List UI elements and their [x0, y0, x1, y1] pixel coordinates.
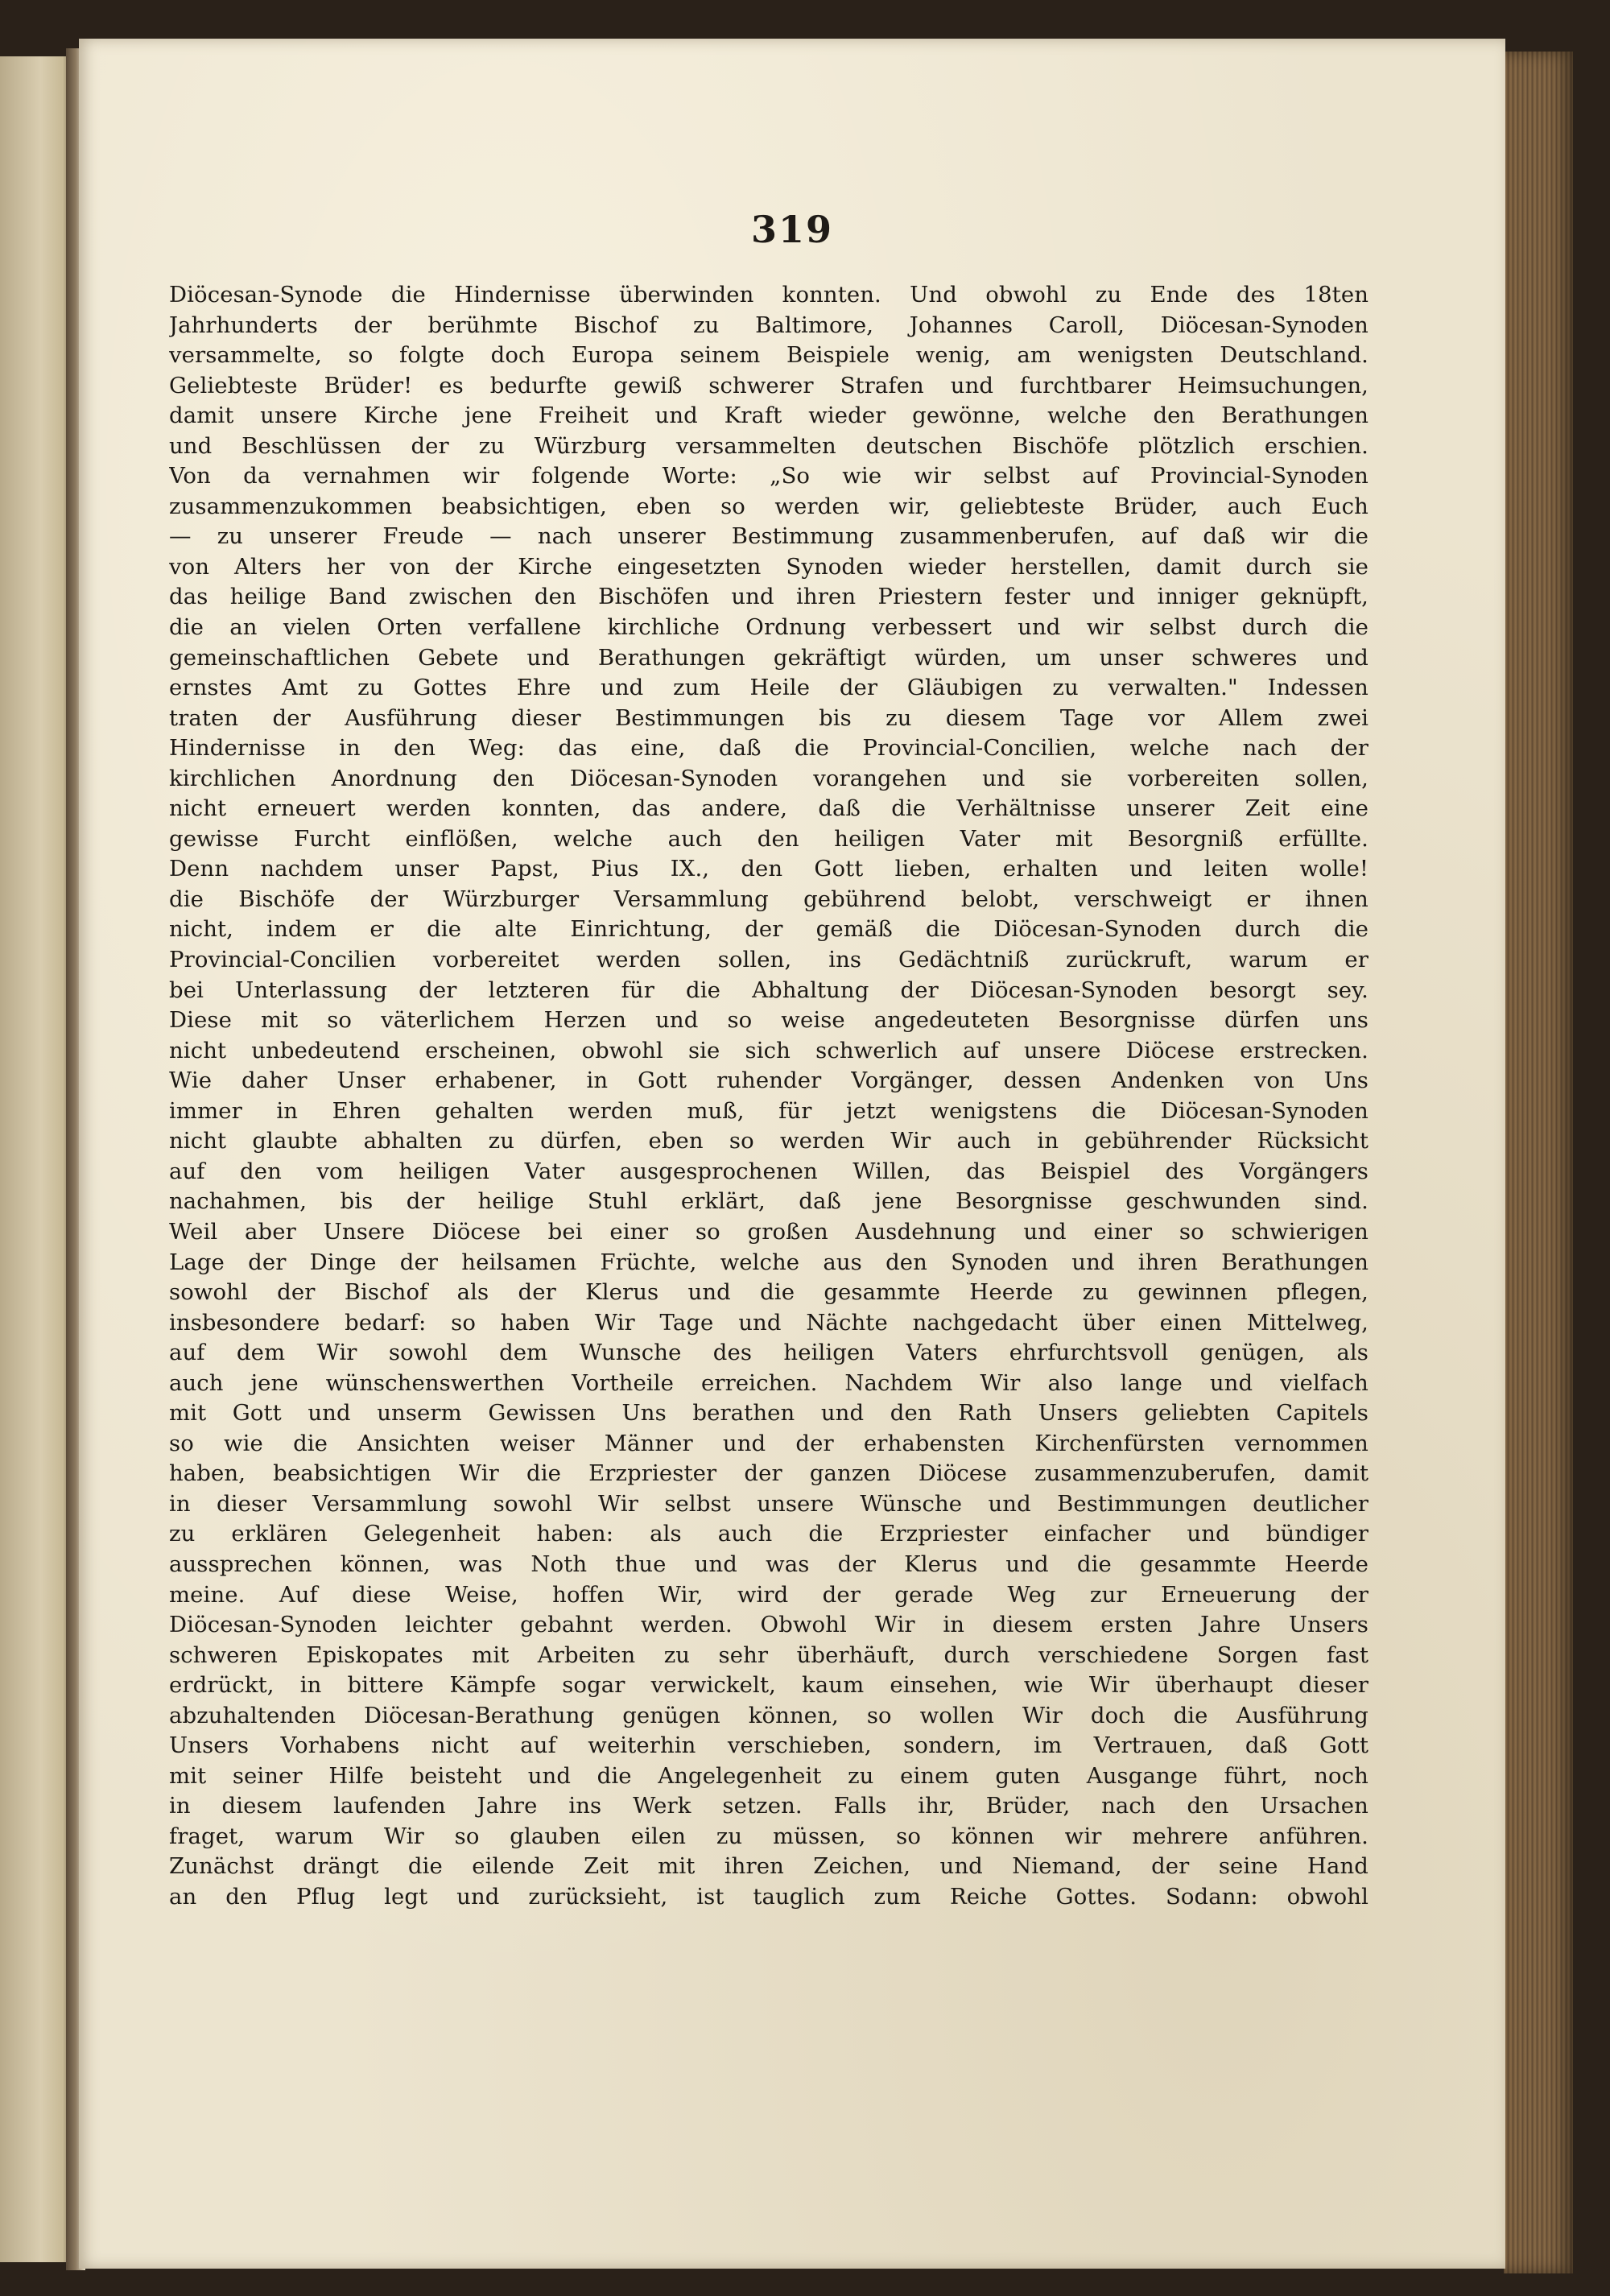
text-line: und Beschlüssen der zu Würzburg versammelten deutschen Bischöfe plötzlich erschien.	[169, 432, 1368, 459]
body-text	[169, 280, 1368, 1913]
book-page	[79, 39, 1505, 2269]
left-page-edge	[0, 56, 74, 2262]
text-line: nachahmen, bis der heilige Stuhl erklärt, daß jene Besorgnisse geschwunden sind.	[169, 1188, 1368, 1215]
text-line: mit Gott und unserm Gewissen Uns berathen und den Rath Unsers geliebten Capitels	[169, 1400, 1368, 1427]
text-line: das heilige Band zwischen den Bischöfen und ihren Priestern fester und inniger geknüpft,	[169, 584, 1368, 610]
text-line: gewisse Furcht einflößen, welche auch den heiligen Vater mit Besorgniß erfüllte.	[169, 825, 1368, 852]
text-line: die Bischöfe der Würzburger Versammlung gebührend belobt, verschweigt er ihnen	[169, 886, 1368, 912]
text-line: immer in Ehren gehalten werden muß, für jetzt wenigstens die Diöcesan-Synoden	[169, 1097, 1368, 1124]
text-line: die an vielen Orten verfallene kirchliche Ordnung verbessert und wir selbst durch die	[169, 614, 1368, 641]
text-line: gemeinschaftlichen Gebete und Berathungen gekräftigt würden, um unser schweres und	[169, 644, 1368, 671]
text-line: in dieser Versammlung sowohl Wir selbst unsere Wünsche und Bestimmungen deutlicher	[169, 1490, 1368, 1517]
text-line: Zunächst drängt die eilende Zeit mit ihren Zeichen, und Niemand, der seine Hand	[169, 1853, 1368, 1880]
text-line: versammelte, so folgte doch Europa seinem Beispiele wenig, am wenigsten Deutschland.	[169, 342, 1368, 369]
text-line: bei Unterlassung der letzteren für die Abhaltung der Diöcesan-Synoden besorgt sey.	[169, 977, 1368, 1003]
text-line: aussprechen können, was Noth thue und was der Klerus und die gesammte Heerde	[169, 1551, 1368, 1577]
text-line: nicht erneuert werden konnten, das andere, daß die Verhältnisse unserer Zeit eine	[169, 795, 1368, 822]
text-line: so wie die Ansichten weiser Männer und der erhabensten Kirchenfürsten vernommen	[169, 1430, 1368, 1456]
text-line: traten der Ausführung dieser Bestimmungen bis zu diesem Tage vor Allem zwei	[169, 704, 1368, 731]
text-line: Provincial-Concilien vorbereitet werden sollen, ins Gedächtniß zurückruft, warum er	[169, 947, 1368, 973]
text-line: mit seiner Hilfe beisteht und die Angelegenheit zu einem guten Ausgange führt, noch	[169, 1762, 1368, 1789]
text-line: — zu unserer Freude — nach unserer Bestimmung zusammenberufen, auf daß wir die	[169, 523, 1368, 550]
text-line: damit unsere Kirche jene Freiheit und Kraft wieder gewönne, welche den Berathungen	[169, 403, 1368, 429]
text-line: auf den vom heiligen Vater ausgesprochenen Willen, das Beispiel des Vorgängers	[169, 1158, 1368, 1184]
text-line: zu erklären Gelegenheit haben: als auch die Erzpriester einfacher und bündiger	[169, 1521, 1368, 1547]
text-line: nicht, indem er die alte Einrichtung, der gemäß die Diöcesan-Synoden durch die	[169, 916, 1368, 943]
text-line: haben, beabsichtigen Wir die Erzpriester der ganzen Diöcese zusammenzuberufen, damit	[169, 1460, 1368, 1487]
text-line: Denn nachdem unser Papst, Pius IX., den Gott lieben, erhalten und leiten wolle!	[169, 856, 1368, 882]
book-fore-edge	[1504, 52, 1573, 2273]
text-line: auch jene wünschenswerthen Vortheile erreichen. Nachdem Wir also lange und vielfach	[169, 1369, 1368, 1396]
text-line: auf dem Wir sowohl dem Wunsche des heiligen Vaters ehrfurchtsvoll genügen, als	[169, 1340, 1368, 1366]
text-line: Diöcesan-Synode die Hindernisse überwinden konnten. Und obwohl zu Ende des 18ten	[169, 282, 1368, 308]
text-line: erdrückt, in bittere Kämpfe sogar verwickelt, kaum einsehen, wie Wir überhaupt dieser	[169, 1672, 1368, 1699]
text-line: Geliebteste Brüder! es bedurfte gewiß schwerer Strafen und furchtbarer Heimsuchungen,	[169, 372, 1368, 398]
text-line: Diöcesan-Synoden leichter gebahnt werden. Obwohl Wir in diesem ersten Jahre Unsers	[169, 1612, 1368, 1638]
text-line: ernstes Amt zu Gottes Ehre und zum Heile der Gläubigen zu verwalten." Indessen	[169, 675, 1368, 701]
text-line: zusammenzukommen beabsichtigen, eben so werden wir, geliebteste Brüder, auch Euch	[169, 493, 1368, 519]
text-line: kirchlichen Anordnung den Diöcesan-Synoden vorangehen und sie vorbereiten sollen,	[169, 765, 1368, 791]
text-line: Lage der Dinge der heilsamen Früchte, welche aus den Synoden und ihren Berathungen	[169, 1249, 1368, 1275]
text-line: fraget, warum Wir so glauben eilen zu müssen, so können wir mehrere anführen.	[169, 1823, 1368, 1849]
text-line: nicht glaubte abhalten zu dürfen, eben so werden Wir auch in gebührender Rücksicht	[169, 1128, 1368, 1154]
text-line: Hindernisse in den Weg: das eine, daß die Provincial-Concilien, welche nach der	[169, 735, 1368, 762]
text-line: von Alters her von der Kirche eingesetzten Synoden wieder herstellen, damit durch sie	[169, 553, 1368, 580]
text-line: sowohl der Bischof als der Klerus und die gesammte Heerde zu gewinnen pflegen,	[169, 1279, 1368, 1306]
text-line: nicht unbedeutend erscheinen, obwohl sie sich schwerlich auf unsere Diöcese erstrecken.	[169, 1037, 1368, 1063]
text-line: in diesem laufenden Jahre ins Werk setzen. Falls ihr, Brüder, nach den Ursachen	[169, 1793, 1368, 1819]
text-line: schweren Episkopates mit Arbeiten zu sehr überhäuft, durch verschiedene Sorgen fast	[169, 1641, 1368, 1668]
text-line: Weil aber Unsere Diöcese bei einer so großen Ausdehnung und einer so schwierigen	[169, 1218, 1368, 1245]
text-line: meine. Auf diese Weise, hoffen Wir, wird der gerade Weg zur Erneuerung der	[169, 1581, 1368, 1608]
text-line: Wie daher Unser erhabener, in Gott ruhender Vorgänger, dessen Andenken von Uns	[169, 1067, 1368, 1094]
text-line: Diese mit so väterlichem Herzen und so weise angedeuteten Besorgnisse dürfen uns	[169, 1007, 1368, 1034]
text-line: Unsers Vorhabens nicht auf weiterhin verschieben, sondern, im Vertrauen, daß Gott	[169, 1732, 1368, 1759]
text-line: Jahrhunderts der berühmte Bischof zu Baltimore, Johannes Caroll, Diöcesan-Synoden	[169, 312, 1368, 338]
text-line: abzuhaltenden Diöcesan-Berathung genügen können, so wollen Wir doch die Ausführung	[169, 1702, 1368, 1728]
text-line: an den Pflug legt und zurücksieht, ist tauglich zum Reiche Gottes. Sodann: obwohl	[169, 1883, 1368, 1910]
text-line: insbesondere bedarf: so haben Wir Tage und Nächte nachgedacht über einen Mittelweg,	[169, 1309, 1368, 1336]
page-number: 319	[750, 208, 834, 251]
text-line: Von da vernahmen wir folgende Worte: „So wie wir selbst auf Provincial-Synoden	[169, 463, 1368, 489]
